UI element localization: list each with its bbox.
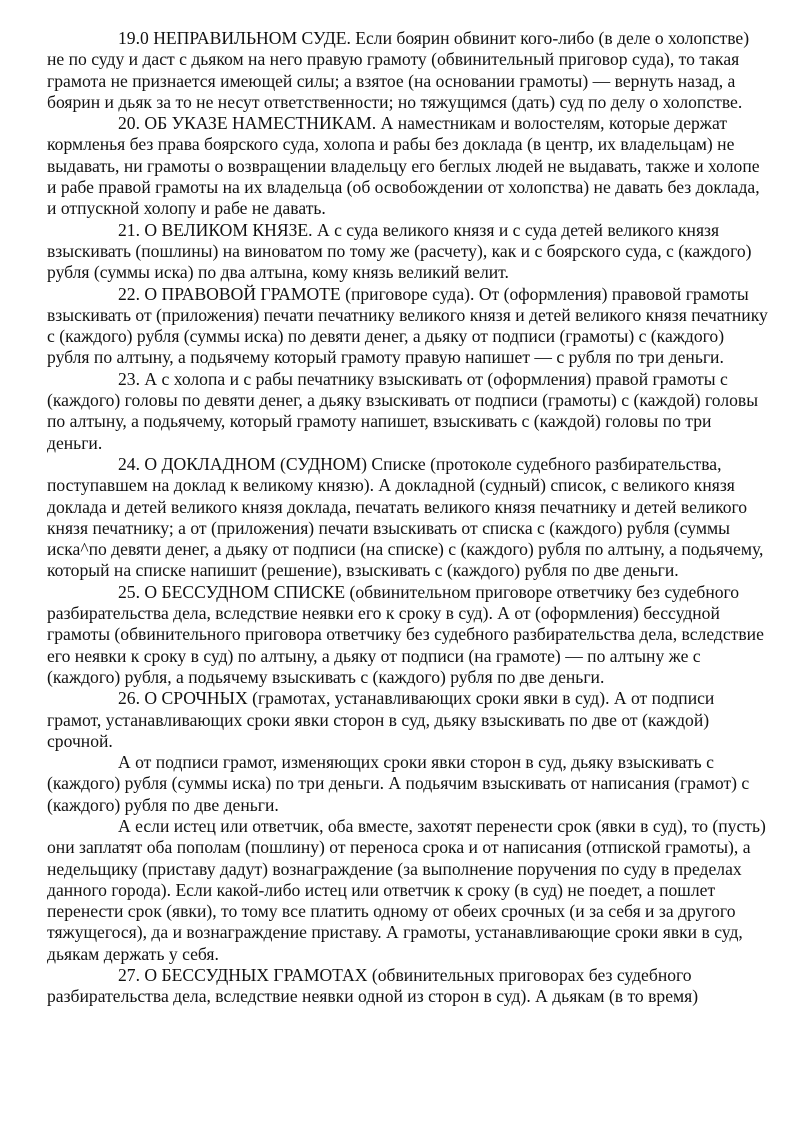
section-heading: 27. О БЕССУДНЫХ ГРАМОТАХ [118, 965, 368, 986]
paragraph-text: (обвинительных приговорах без судебного разбирательства дела, вследствие неявки одной из сторон в суд). А дьякам (в то время) [47, 965, 699, 1007]
section-heading: 21. О ВЕЛИКОМ КНЯЗЕ. [118, 219, 313, 240]
paragraph-26 [47, 688, 770, 752]
paragraph-26-signatures [47, 752, 770, 816]
paragraph-20 [47, 113, 770, 219]
paragraph-text: А от подписи грамот, изменяющих сроки явки сторон в суд, дьяку взыскивать с (каждого) рубля (суммы иска) по три деньги. А подьячим взыскивать от написания (грамот) с (каждого) рубля по две деньги. [47, 752, 750, 815]
paragraph-text: 23. А с холопа и с рабы печатнику взыскивать от (оформления) правой грамоты с (каждого) головы по девяти денег, а дьяку взыскивать от подписи (грамоты) с (каждой) головы по алтыну, а подьячему, который грамоту напишет, взыскивать с (каждой) головы по три деньги. [47, 368, 759, 453]
paragraph-text: (грамотах, устанавливающих сроки явки в суд). А от подписи грамот, устанавливающих сроки явки сторон в суд, дьяку взыскивать по две от (каждой) срочной. [47, 688, 715, 751]
paragraph-25 [47, 582, 770, 688]
section-heading: 22. О ПРАВОВОЙ ГРАМОТЕ [118, 283, 341, 304]
paragraph-text: Если боярин обвинит кого-либо (в деле о холопстве) не по суду и даст с дьяком на него правую грамоту (обвинительный приговор суда), то такая грамота не признается имеющей силы; а взятое (на основании грамоты) — вернуть назад, а боярин и дьяк за то не несут ответственности; но тяжущимся (дать) суд по делу о холопстве. [47, 28, 750, 112]
paragraph-24 [47, 454, 770, 582]
section-heading: 24. О ДОКЛАДНОМ (СУДНОМ) [118, 453, 367, 474]
paragraph-text: А с суда великого князя и с суда детей великого князя взыскивать (пошлины) на виноватом по тому же (расчету), как и с боярского суда, с (каждого) рубля (суммы иска) по два алтына, кому князь великий велит. [47, 219, 752, 283]
paragraph-text: (приговоре суда). От (оформления) правовой грамоты взыскивать от (приложения) печати печатнику великого князя и детей великого князя печатнику с (каждого) рубля (суммы иска) по девяти денег, а дьяку от подписи (грамоты) с (каждого) рубля по алтыну, а подьячему который грамоту правую напишет — с рубля по три деньги. [47, 283, 768, 368]
paragraph-21 [47, 220, 770, 284]
paragraph-22 [47, 284, 770, 369]
paragraph-text: А наместникам и волостелям, которые держат кормленья без права боярского суда, холопа и рабы без доклада (в центр, их владельцам) не выдавать, ни грамоты о возвращении владельцу его беглых людей не выдавать, также и холопе и рабе правой грамоты на их владельца (об освобождении от холопства) не давать без доклада, и отпускной холопу и рабе не давать. [47, 113, 760, 219]
section-heading: 19.0 НЕПРАВИЛЬНОМ СУДЕ. [118, 28, 351, 48]
paragraph-19 [47, 28, 770, 113]
paragraph-text: Списке (протоколе судебного разбирательства, поступавшем на доклад к великому князю). А докладной (судный) список, с великого князя доклада и детей великого князя доклада, печатать великого князя печатнику и детей великого князя печатнику; а от (приложения) печати взыскивать от списка с (каждого) рубля (суммы иска^по девяти денег, а дьяку от подписи (на списке) с (каждого) рубля по алтыну, а подьячему, который на списке напишит (решение), взыскивать с (каждого) рубля по две деньги. [47, 453, 764, 581]
section-heading: 25. О БЕССУДНОМ СПИСКЕ [118, 581, 346, 602]
paragraph-23 [47, 369, 770, 454]
paragraph-27 [47, 965, 770, 1008]
paragraph-26-postponement [47, 816, 770, 965]
section-heading: 20. ОБ УКАЗЕ НАМЕСТНИКАМ. [118, 113, 377, 134]
section-heading: 26. О СРОЧНЫХ [118, 688, 248, 709]
paragraph-text: А если истец или ответчик, оба вместе, захотят перенести срок (явки в суд), то (пусть) они заплатят оба пополам (пошлину) от переноса срока и от написания (отпиской грамоты), а недельщику (приставу дадут) вознаграждение (за выполнение поручения по суду в пределах данного города). Если какой-либо истец или ответчик к сроку (в суд) не поедет, а пошлет перенести срок (явки), то тому все платить одному от обеих срочных (и за себя и за другого тяжущегося), да и вознаграждение приставу. А грамоты, устанавливающие сроки явки в суд, дьякам держать у себя. [47, 815, 766, 964]
paragraph-text: (обвинительном приговоре ответчику без судебного разбирательства дела, вследствие неявки его к сроку в суд). А от (оформления) бессудной грамоты (обвинительного приговора ответчику без судебного разбирательства дела, вследствие его неявки к сроку в суд) по алтыну, а дьяку от подписи (на грамоте) — по алтыну же с (каждого) рубля, а подьячему взыскивать с (каждого) рубля по две деньги. [47, 581, 764, 687]
